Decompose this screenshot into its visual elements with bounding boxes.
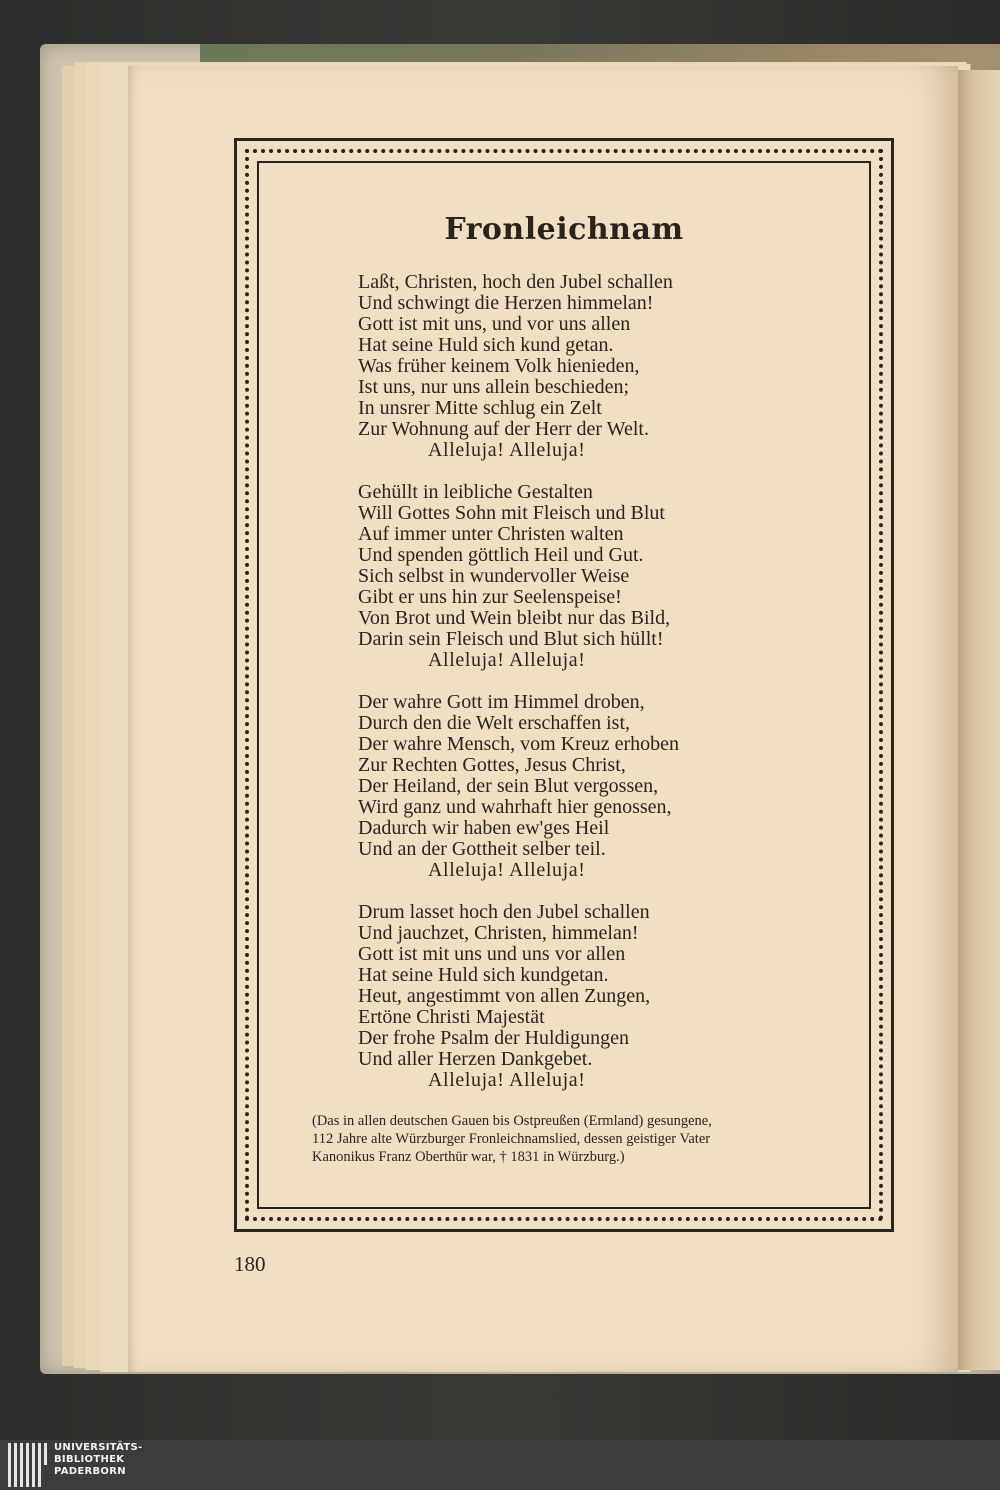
poem-line: Ist uns, nur uns allein beschieden; bbox=[358, 376, 630, 398]
page-number: 180 bbox=[234, 1252, 266, 1276]
poem-line: Heut, angestimmt von allen Zungen, bbox=[358, 985, 651, 1007]
library-logo-icon bbox=[8, 1443, 48, 1487]
library-footer-bar bbox=[0, 1440, 1000, 1490]
refrain-line: Alleluja! Alleluja! bbox=[428, 859, 586, 881]
poem-line: Sich selbst in wundervoller Weise bbox=[358, 565, 630, 587]
poem-line: Der Heiland, der sein Blut vergossen, bbox=[358, 775, 659, 797]
poem-line: Und spenden göttlich Heil und Gut. bbox=[358, 544, 644, 566]
poem-line: Gott ist mit uns, und vor uns allen bbox=[358, 313, 631, 335]
poem-line: Gott ist mit uns und uns vor allen bbox=[358, 943, 626, 965]
refrain-line: Alleluja! Alleluja! bbox=[428, 649, 586, 671]
poem-line: Und an der Gottheit selber teil. bbox=[358, 838, 606, 860]
poem-line: Laßt, Christen, hoch den Jubel schallen bbox=[358, 271, 673, 293]
footnote-line: (Das in allen deutschen Gauen bis Ostpreußen (Ermland) gesungene, bbox=[312, 1113, 712, 1129]
poem-line: Der wahre Gott im Himmel droben, bbox=[358, 691, 645, 713]
poem-line: Und schwingt die Herzen himmelan! bbox=[358, 292, 654, 314]
poem-line: Durch den die Welt erschaffen ist, bbox=[358, 712, 631, 734]
poem-title: Fronleichnam bbox=[444, 212, 684, 247]
poem-body bbox=[358, 272, 798, 1112]
poem-line: Auf immer unter Christen walten bbox=[358, 523, 624, 545]
poem-line: Will Gottes Sohn mit Fleisch und Blut bbox=[358, 502, 665, 524]
library-name-line: PADERBORN bbox=[54, 1466, 126, 1477]
poem-line: Drum lasset hoch den Jubel schallen bbox=[358, 901, 650, 923]
stanza bbox=[358, 272, 798, 461]
poem-line: Und jauchzet, Christen, himmelan! bbox=[358, 922, 639, 944]
refrain-line: Alleluja! Alleluja! bbox=[428, 1069, 586, 1091]
poem-line: Hat seine Huld sich kund getan. bbox=[358, 334, 614, 356]
poem-line: Ertöne Christi Majestät bbox=[358, 1006, 545, 1028]
poem-line: Hat seine Huld sich kundgetan. bbox=[358, 964, 609, 986]
poem-line: Zur Rechten Gottes, Jesus Christ, bbox=[358, 754, 626, 776]
poem-line: Darin sein Fleisch und Blut sich hüllt! bbox=[358, 628, 664, 650]
footnote-line: Kanonikus Franz Oberthür war, † 1831 in Würzburg.) bbox=[312, 1149, 625, 1165]
poem-line: Der wahre Mensch, vom Kreuz erhoben bbox=[358, 733, 679, 755]
refrain-line: Alleluja! Alleluja! bbox=[428, 439, 586, 461]
poem-line: Was früher keinem Volk hienieden, bbox=[358, 355, 640, 377]
footnote-line: 112 Jahre alte Würzburger Fronleichnamslied, dessen geistiger Vater bbox=[312, 1131, 711, 1147]
stanza bbox=[358, 482, 798, 671]
poem-line: Zur Wohnung auf der Herr der Welt. bbox=[358, 418, 649, 440]
poem-line: Gehüllt in leibliche Gestalten bbox=[358, 481, 593, 503]
facing-page-edge bbox=[955, 70, 1000, 1370]
poem-line: Dadurch wir haben ew'ges Heil bbox=[358, 817, 610, 839]
poem-line: In unsrer Mitte schlug ein Zelt bbox=[358, 397, 602, 419]
poem-line: Gibt er uns hin zur Seelenspeise! bbox=[358, 586, 622, 608]
stanza bbox=[358, 692, 798, 881]
library-name bbox=[54, 1442, 143, 1478]
poem-line: Der frohe Psalm der Huldigungen bbox=[358, 1027, 630, 1049]
poem-line: Und aller Herzen Dankgebet. bbox=[358, 1048, 593, 1070]
stanza bbox=[358, 902, 798, 1091]
footnote bbox=[312, 1112, 832, 1166]
library-name-line: UNIVERSITÄTS- bbox=[54, 1442, 143, 1453]
library-name-line: BIBLIOTHEK bbox=[54, 1454, 125, 1465]
poem-line: Wird ganz und wahrhaft hier genossen, bbox=[358, 796, 672, 818]
poem-line: Von Brot und Wein bleibt nur das Bild, bbox=[358, 607, 671, 629]
